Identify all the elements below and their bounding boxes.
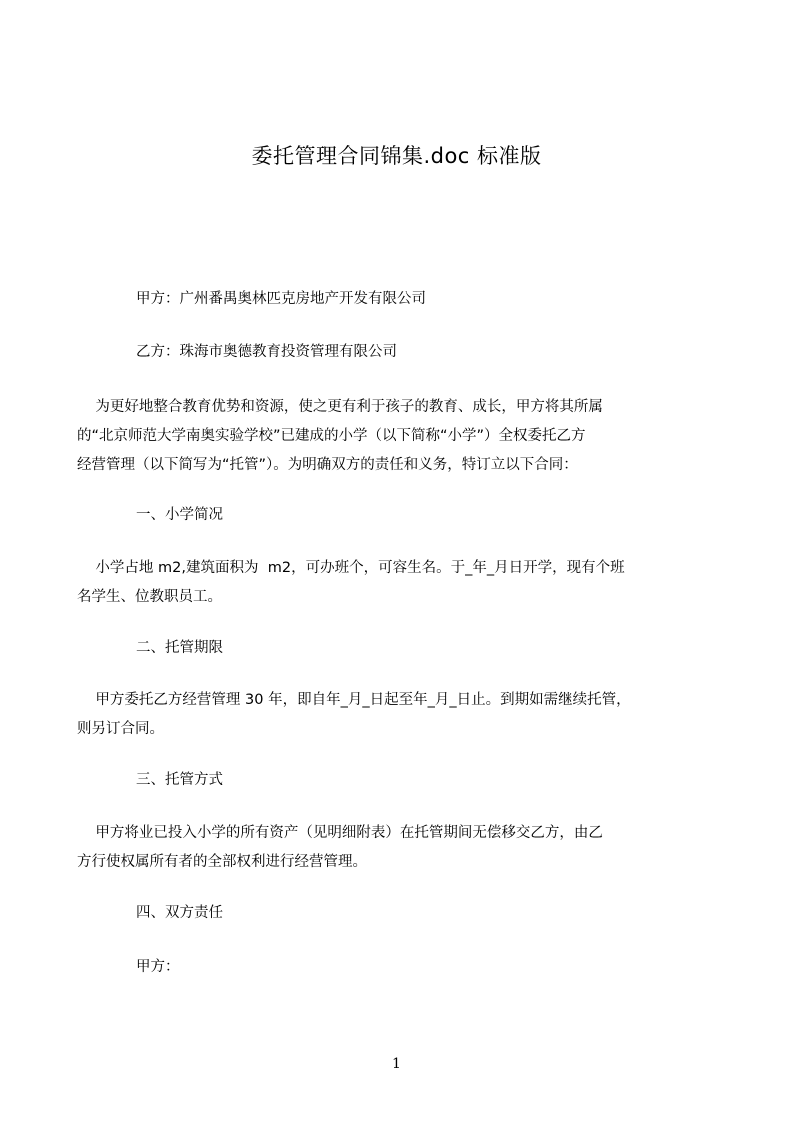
section-body-line: 方行使权属所有者的全部权利进行经营管理。 bbox=[77, 854, 367, 870]
intro-line: 的“北京师范大学南奥实验学校”已建成的小学（以下简称“小学”）全权委托乙方 bbox=[77, 428, 586, 444]
section-body-line: 则另订合同。 bbox=[77, 721, 164, 737]
document-title: 委托管理合同锦集.doc 标准版 bbox=[251, 144, 542, 168]
intro-paragraph bbox=[77, 393, 717, 480]
section-heading-3: 三、托管方式 bbox=[136, 772, 223, 788]
party-b-line: 乙方：珠海市奥德教育投资管理有限公司 bbox=[136, 344, 397, 360]
party-a-subheading: 甲方： bbox=[136, 959, 180, 975]
intro-line: 经营管理（以下简写为“托管”）。为明确双方的责任和义务，特订立以下合同： bbox=[77, 457, 578, 473]
section-body-line: 甲方将业已投入小学的所有资产（见明细附表）在托管期间无偿移交乙方，由乙 bbox=[77, 825, 603, 841]
party-a-line: 甲方：广州番禺奥林匹克房地产开发有限公司 bbox=[136, 291, 426, 307]
section-heading-4: 四、双方责任 bbox=[136, 905, 223, 921]
section-body-line: 小学占地 m2,建筑面积为 m2，可办班个，可容生名。于_年_月日开学，现有个班 bbox=[77, 560, 625, 576]
section-body-1 bbox=[77, 554, 717, 612]
section-body-line: 甲方委托乙方经营管理 30 年，即自年_月_日起至年_月_日止。到期如需继续托管， bbox=[77, 692, 631, 708]
page-number: 1 bbox=[392, 1056, 401, 1072]
section-heading-2: 二、托管期限 bbox=[136, 640, 223, 656]
section-heading-1: 一、小学简况 bbox=[136, 507, 223, 523]
section-body-2 bbox=[77, 686, 717, 744]
intro-line: 为更好地整合教育优势和资源，使之更有利于孩子的教育、成长，甲方将其所属 bbox=[77, 399, 603, 415]
section-body-line: 名学生、位教职员工。 bbox=[77, 589, 222, 605]
section-body-3 bbox=[77, 819, 717, 877]
